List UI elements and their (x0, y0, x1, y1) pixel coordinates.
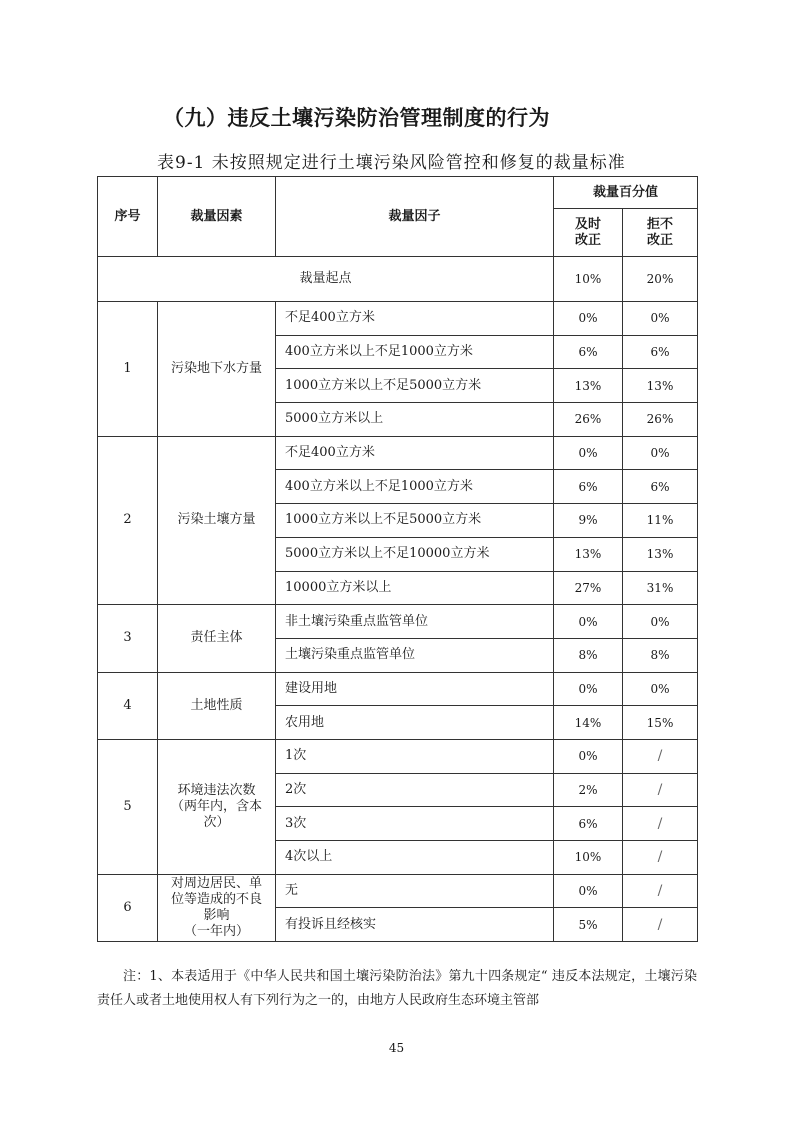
factor-cell: 400立方米以上不足1000立方米 (276, 470, 554, 504)
factor-cell: 非土壤污染重点监管单位 (276, 605, 554, 639)
timely-percent: 27% (554, 571, 623, 605)
group-factor-type: 责任主体 (158, 605, 276, 672)
factor-cell: 4次以上 (276, 841, 554, 875)
timely-percent: 0% (554, 436, 623, 470)
refuse-percent: 0% (623, 672, 698, 706)
start-refuse: 20% (623, 257, 698, 302)
factor-cell: 2次 (276, 773, 554, 807)
discretion-standard-table (97, 176, 698, 942)
refuse-percent: 11% (623, 504, 698, 538)
table-note: 注：1、本表适用于《中华人民共和国土壤污染防治法》第九十四条规定“ 违反本法规定，土壤污染责任人或者土地使用权人有下列行为之一的，由地方人民政府生态环境主管部 (97, 969, 697, 1008)
refuse-percent: 0% (623, 605, 698, 639)
factor-cell: 1次 (276, 739, 554, 773)
refuse-percent: 6% (623, 470, 698, 504)
factor-cell: 1000立方米以上不足5000立方米 (276, 369, 554, 403)
group-number: 2 (98, 436, 158, 604)
refuse-percent: / (623, 807, 698, 841)
timely-percent: 6% (554, 807, 623, 841)
group-number: 4 (98, 672, 158, 739)
timely-percent: 14% (554, 706, 623, 740)
table-row (98, 874, 698, 908)
refuse-percent: / (623, 908, 698, 942)
timely-percent: 0% (554, 874, 623, 908)
refuse-percent: 0% (623, 302, 698, 336)
group-factor-type: 对周边居民、单位等造成的不良影响 （一年内） (158, 874, 276, 941)
factor-cell: 5000立方米以上 (276, 403, 554, 437)
group-factor-type: 污染土壤方量 (158, 436, 276, 604)
group-factor-type: 环境违法次数 （两年内，含本次） (158, 739, 276, 874)
table-row (98, 436, 698, 470)
factor-cell: 10000立方米以上 (276, 571, 554, 605)
header-refuse: 拒不 改正 (623, 209, 698, 257)
table-row (98, 302, 698, 336)
refuse-percent: 8% (623, 638, 698, 672)
factor-cell: 农用地 (276, 706, 554, 740)
refuse-percent: 15% (623, 706, 698, 740)
refuse-percent: 0% (623, 436, 698, 470)
refuse-percent: 6% (623, 335, 698, 369)
table-row (98, 739, 698, 773)
refuse-percent: / (623, 739, 698, 773)
header-timely: 及时 改正 (554, 209, 623, 257)
group-number: 3 (98, 605, 158, 672)
refuse-percent: / (623, 841, 698, 875)
timely-percent: 0% (554, 739, 623, 773)
refuse-percent: 26% (623, 403, 698, 437)
start-label: 裁量起点 (98, 257, 554, 302)
section-title: （九）违反土壤污染防治管理制度的行为 (163, 106, 550, 130)
factor-cell: 不足400立方米 (276, 302, 554, 336)
header-factor: 裁量因子 (276, 177, 554, 257)
group-number: 6 (98, 874, 158, 941)
group-factor-type: 污染地下水方量 (158, 302, 276, 437)
group-number: 1 (98, 302, 158, 437)
timely-percent: 9% (554, 504, 623, 538)
refuse-percent: / (623, 773, 698, 807)
table-row (98, 605, 698, 639)
factor-cell: 3次 (276, 807, 554, 841)
timely-percent: 6% (554, 335, 623, 369)
timely-percent: 13% (554, 369, 623, 403)
table-caption: 表9-1 未按照规定进行土壤污染风险管控和修复的裁量标准 (157, 153, 626, 173)
refuse-percent: 31% (623, 571, 698, 605)
factor-cell: 400立方米以上不足1000立方米 (276, 335, 554, 369)
timely-percent: 0% (554, 605, 623, 639)
group-factor-type: 土地性质 (158, 672, 276, 739)
table-body (98, 257, 698, 942)
factor-cell: 不足400立方米 (276, 436, 554, 470)
timely-percent: 2% (554, 773, 623, 807)
refuse-percent: / (623, 874, 698, 908)
timely-percent: 8% (554, 638, 623, 672)
header-factor-type: 裁量因素 (158, 177, 276, 257)
factor-cell: 5000立方米以上不足10000立方米 (276, 537, 554, 571)
table-row (98, 672, 698, 706)
factor-cell: 1000立方米以上不足5000立方米 (276, 504, 554, 538)
header-no: 序号 (98, 177, 158, 257)
start-row (98, 257, 698, 302)
timely-percent: 0% (554, 672, 623, 706)
page-number: 45 (388, 1041, 405, 1055)
header-percent: 裁量百分值 (554, 177, 698, 209)
timely-percent: 5% (554, 908, 623, 942)
timely-percent: 6% (554, 470, 623, 504)
factor-cell: 无 (276, 874, 554, 908)
timely-percent: 10% (554, 841, 623, 875)
factor-cell: 土壤污染重点监管单位 (276, 638, 554, 672)
refuse-percent: 13% (623, 537, 698, 571)
factor-cell: 有投诉且经核实 (276, 908, 554, 942)
timely-percent: 26% (554, 403, 623, 437)
refuse-percent: 13% (623, 369, 698, 403)
start-timely: 10% (554, 257, 623, 302)
factor-cell: 建设用地 (276, 672, 554, 706)
group-number: 5 (98, 739, 158, 874)
timely-percent: 0% (554, 302, 623, 336)
timely-percent: 13% (554, 537, 623, 571)
